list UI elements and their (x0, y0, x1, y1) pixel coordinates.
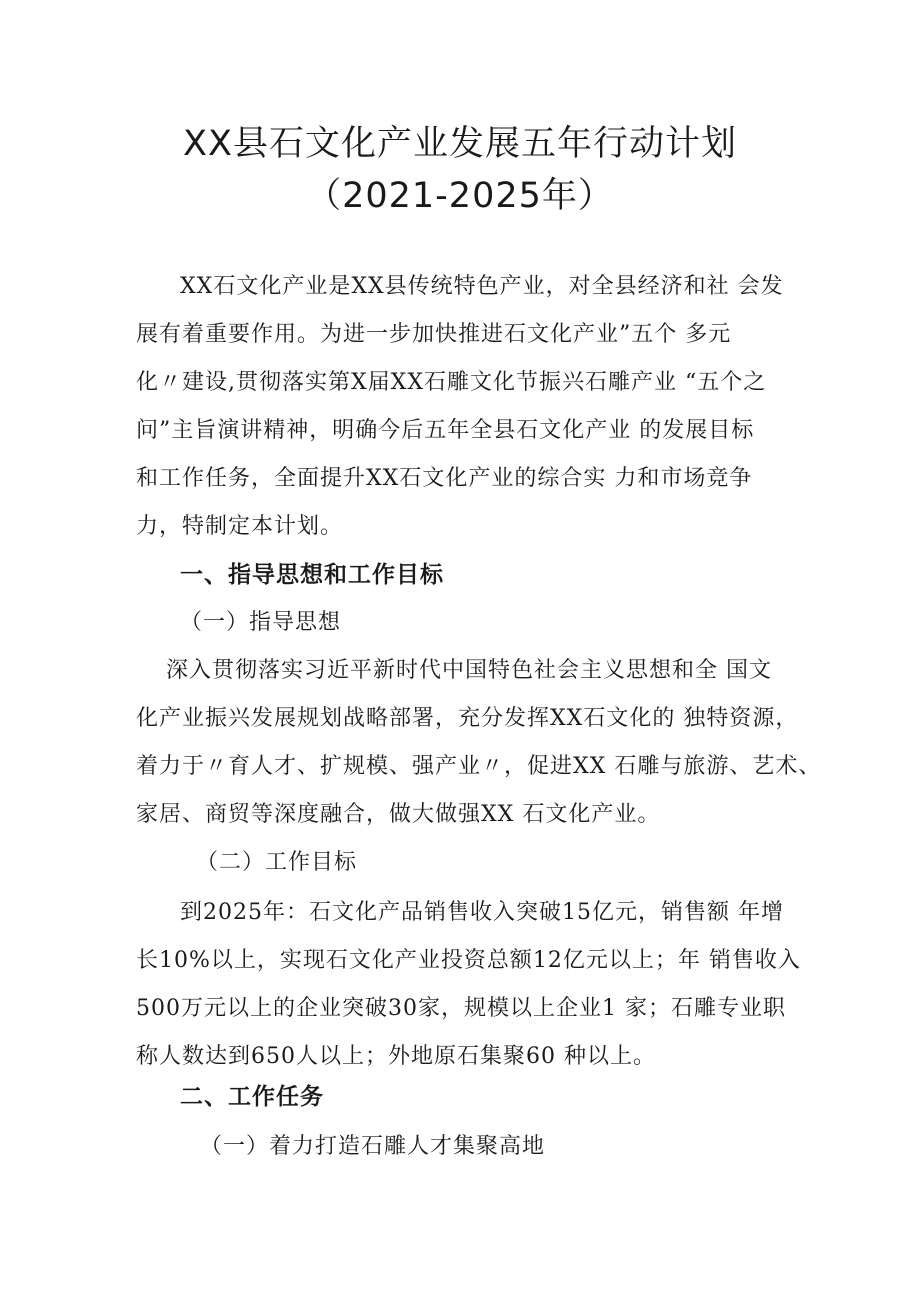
intro-line: 化〃建设,贯彻落实第X届XX石雕文化节振兴石雕产业 “五个之 (136, 370, 767, 395)
document-subtitle: （2021-2025年） (306, 176, 614, 216)
paragraph-line: 深入贯彻落实习近平新时代中国特色社会主义思想和全 国文 (166, 658, 772, 683)
paragraph-line: 称人数达到650人以上；外地原石集聚60 种以上。 (136, 1044, 656, 1069)
subsection-heading: （一）着力打造石雕人才集聚高地 (200, 1134, 546, 1159)
paragraph-line: 长10%以上，实现石文化产业投资总额12亿元以上；年 销售收入 (136, 948, 801, 973)
intro-line: 和工作任务，全面提升XX石文化产业的综合实 力和市场竞争 (136, 466, 753, 491)
paragraph-line: 化产业振兴发展规划战略部署，充分发挥XX石文化的 独特资源， (136, 706, 799, 731)
intro-line: XX石文化产业是XX县传统特色产业，对全县经济和社 会发 (180, 274, 784, 299)
section-heading: 二、工作任务 (180, 1084, 324, 1110)
intro-line: 问”主旨演讲精神，明确今后五年全县石文化产业 的发展目标 (136, 418, 755, 443)
paragraph-line: 到2025年：石文化产品销售收入突破15亿元，销售额 年增 (180, 900, 784, 925)
intro-line: 展有着重要作用。为进一步加快推进石文化产业”五个 多元 (136, 322, 732, 347)
paragraph-line: 家居、商贸等深度融合，做大做强XX 石文化产业。 (136, 802, 661, 827)
paragraph-line: 着力于〃育人才、扩规模、强产业〃，促进XX 石雕与旅游、艺术、 (136, 754, 822, 779)
document-title: XX县石文化产业发展五年行动计划 (183, 124, 737, 164)
paragraph-line: 500万元以上的企业突破30家，规模以上企业1 家；石雕专业职 (136, 996, 786, 1021)
section-heading: 一、指导思想和工作目标 (180, 562, 444, 588)
subsection-heading: （一）指导思想 (180, 610, 342, 635)
subsection-heading: （二）工作目标 (196, 850, 358, 875)
intro-line: 力，特制定本计划。 (136, 514, 344, 539)
